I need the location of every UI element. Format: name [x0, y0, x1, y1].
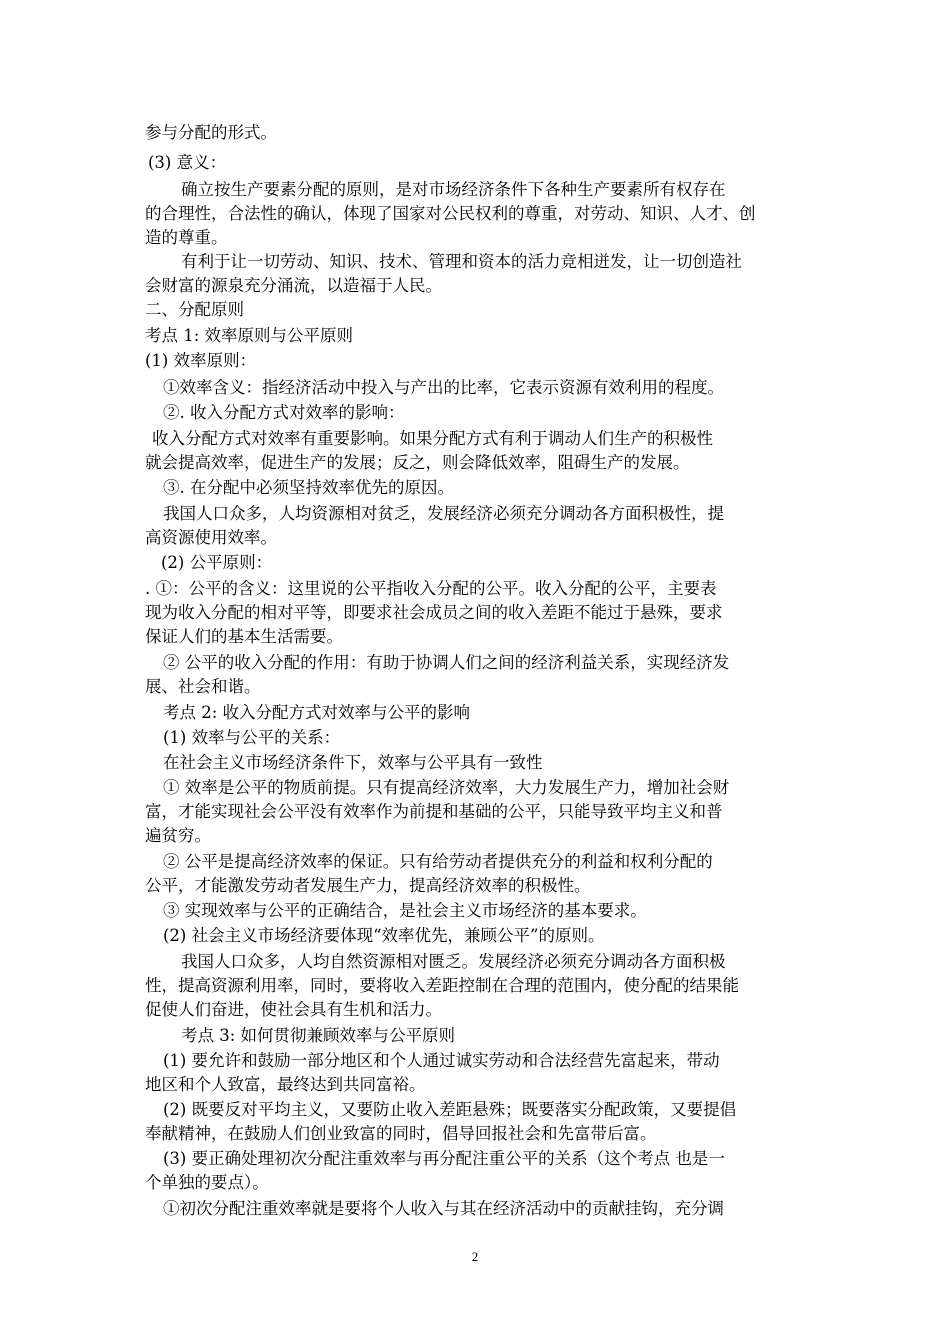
text-line: ①初次分配注重效率就是要将个人收入与其在经济活动中的贡献挂钩，充分调: [163, 1199, 724, 1218]
text-line: 展、社会和谐。: [145, 677, 261, 696]
text-line: 促使人们奋进，使社会具有生机和活力。: [145, 1000, 442, 1019]
text-line: (1) 效率与公平的关系：: [163, 728, 341, 747]
text-line: . ①：公平的含义：这里说的公平指收入分配的公平。收入分配的公平，主要表: [145, 579, 717, 598]
text-line: 公平，才能激发劳动者发展生产力，提高经济效率的积极性。: [145, 876, 591, 895]
text-line: 保证人们的基本生活需要。: [145, 627, 343, 646]
text-line: (2) 公平原则：: [161, 553, 273, 572]
text-line: (1) 效率原则：: [145, 351, 257, 370]
text-line: (1) 要允许和鼓励一部分地区和个人通过诚实劳动和合法经营先富起来，带动: [163, 1051, 720, 1070]
text-line: 参与分配的形式。: [145, 123, 277, 142]
text-line: 遍贫穷。: [145, 826, 211, 845]
text-line: 会财富的源泉充分涌流，以造福于人民。: [145, 276, 442, 295]
section-heading: 二、分配原则: [145, 300, 244, 319]
text-line: 收入分配方式对效率有重要影响。如果分配方式有利于调动人们生产的积极性: [152, 429, 713, 448]
text-line: ① 效率是公平的物质前提。只有提高经济效率，大力发展生产力，增加社会财: [163, 778, 730, 797]
text-line: (2) 既要反对平均主义，又要防止收入差距悬殊；既要落实分配政策，又要提倡: [163, 1100, 737, 1119]
topic-heading: 考点 1: 效率原则与公平原则: [145, 326, 354, 345]
text-line: 现为收入分配的相对平等，即要求社会成员之间的收入差距不能过于悬殊，要求: [145, 603, 723, 622]
text-line: ② 公平是提高经济效率的保证。只有给劳动者提供充分的利益和权利分配的: [163, 852, 713, 871]
text-line: ③ 实现效率与公平的正确结合，是社会主义市场经济的基本要求。: [163, 901, 647, 920]
text-line: ①效率含义：指经济活动中投入与产出的比率，它表示资源有效利用的程度。: [163, 378, 724, 397]
text-line: 在社会主义市场经济条件下，效率与公平具有一致性: [163, 753, 543, 772]
text-line: 高资源使用效率。: [145, 528, 277, 547]
text-line: ③. 在分配中必须坚持效率优先的原因。: [163, 478, 454, 497]
topic-heading: 考点 2: 收入分配方式对效率与公平的影响: [163, 703, 471, 722]
text-line: 奉献精神，在鼓励人们创业致富的同时，倡导回报社会和先富带后富。: [145, 1124, 657, 1143]
text-line: 富，才能实现社会公平没有效率作为前提和基础的公平，只能导致平均主义和普: [145, 802, 723, 821]
text-line: 有利于让一切劳动、知识、技术、管理和资本的活力竞相迸发，让一切创造社: [181, 252, 742, 271]
text-line: 性，提高资源利用率，同时，要将收入差距控制在合理的范围内，使分配的结果能: [145, 976, 739, 995]
text-line: (2) 社会主义市场经济要体现“效率优先，兼顾公平”的原则。: [163, 926, 605, 945]
text-line: 的合理性，合法性的确认，体现了国家对公民权利的尊重，对劳动、知识、人才、创: [145, 204, 756, 223]
topic-heading: 考点 3: 如何贯彻兼顾效率与公平原则: [181, 1026, 456, 1045]
page-number: 2: [471, 1249, 479, 1264]
text-line: (3) 要正确处理初次分配注重效率与再分配注重公平的关系（这个考点 也是一: [163, 1149, 725, 1168]
text-line: 确立按生产要素分配的原则，是对市场经济条件下各种生产要素所有权存在: [181, 180, 726, 199]
text-line: 个单独的要点）。: [145, 1173, 269, 1192]
text-line: 地区和个人致富，最终达到共同富裕。: [145, 1075, 426, 1094]
text-line: 我国人口众多，人均自然资源相对匮乏。发展经济必须充分调动各方面积极: [181, 952, 726, 971]
text-line: (3) 意义：: [148, 153, 227, 172]
text-line: ②. 收入分配方式对效率的影响：: [163, 403, 405, 422]
text-line: ② 公平的收入分配的作用：有助于协调人们之间的经济利益关系，实现经济发: [163, 653, 730, 672]
text-line: 我国人口众多，人均资源相对贫乏，发展经济必须充分调动各方面积极性，提: [163, 504, 724, 523]
text-line: 就会提高效率，促进生产的发展；反之，则会降低效率，阻碍生产的发展。: [145, 453, 690, 472]
text-line: 造的尊重。: [145, 228, 228, 247]
